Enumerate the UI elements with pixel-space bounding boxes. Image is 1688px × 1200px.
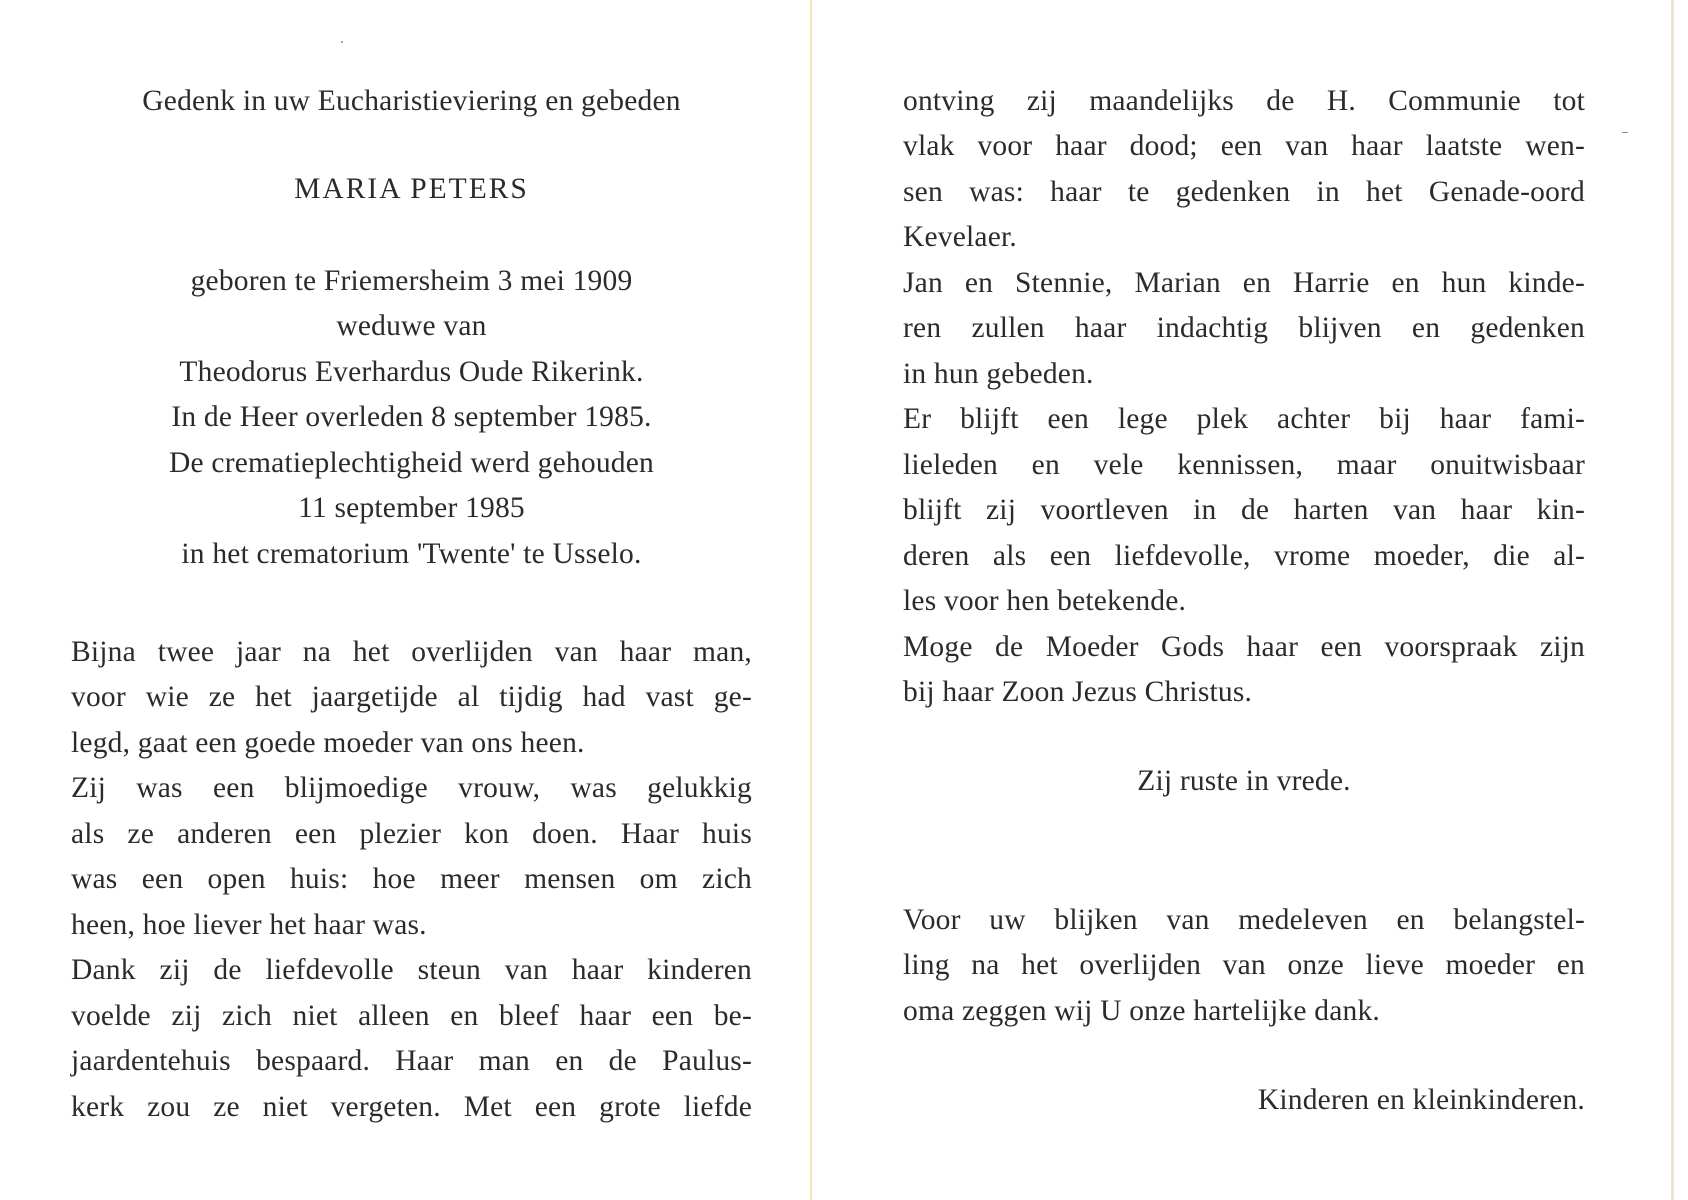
body-line: als ze anderen een plezier kon doen. Haar huis xyxy=(71,818,752,850)
body-line: voor wie ze het jaargetijde al tijdig had vast ge- xyxy=(71,681,752,713)
rest-in-peace: Zij ruste in vrede. xyxy=(1137,765,1351,797)
detail-line: weduwe van xyxy=(336,310,487,342)
body-line: Dank zij de liefdevolle steun van haar kinderen xyxy=(71,954,752,986)
thanks-line: Voor uw blijken van medeleven en belangstel- xyxy=(903,904,1585,936)
card-edge xyxy=(1671,0,1674,1200)
body-line: Bijna twee jaar na het overlijden van haar man, xyxy=(71,636,752,668)
detail-line: De crematieplechtigheid werd gehouden xyxy=(169,447,654,479)
body-line: Zij was een blijmoedige vrouw, was gelukkig xyxy=(71,772,752,804)
body-line: deren als een liefdevolle, vrome moeder, die al- xyxy=(903,540,1585,572)
body-line: heen, hoe liever het haar was. xyxy=(71,909,427,941)
body-line: les voor hen betekende. xyxy=(903,585,1187,617)
body-line: legd, gaat een goede moeder van ons heen. xyxy=(71,727,585,759)
thanks-line: ling na het overlijden van onze lieve moeder en xyxy=(903,949,1585,981)
thanks-line: oma zeggen wij U onze hartelijke dank. xyxy=(903,995,1380,1027)
detail-line: in het crematorium 'Twente' te Usselo. xyxy=(181,538,642,570)
body-line: ren zullen haar indachtig blijven en gedenken xyxy=(903,312,1585,344)
body-line: kerk zou ze niet vergeten. Met een grote liefde xyxy=(71,1091,752,1123)
body-line: bij haar Zoon Jezus Christus. xyxy=(903,676,1253,708)
body-line: in hun gebeden. xyxy=(903,358,1094,390)
body-line: Moge de Moeder Gods haar een voorspraak zijn xyxy=(903,631,1585,663)
body-line: Er blijft een lege plek achter bij haar fami- xyxy=(903,403,1585,435)
signature: Kinderen en kleinkinderen. xyxy=(1257,1084,1585,1116)
detail-line: 11 september 1985 xyxy=(298,492,525,524)
body-line: lieleden en vele kennissen, maar onuitwisbaar xyxy=(903,449,1585,481)
detail-line: Theodorus Everhardus Oude Rikerink. xyxy=(179,356,644,388)
body-line: was een open huis: hoe meer mensen om zich xyxy=(71,863,752,895)
body-line: vlak voor haar dood; een van haar laatste wen- xyxy=(903,130,1585,162)
body-line: sen was: haar te gedenken in het Genade-oord xyxy=(903,176,1585,208)
body-line: voelde zij zich niet alleen en bleef haar een be- xyxy=(71,1000,752,1032)
deceased-name: MARIA PETERS xyxy=(294,173,529,205)
body-line: Kevelaer. xyxy=(903,221,1017,253)
prayer-header: Gedenk in uw Eucharistieviering en gebeden xyxy=(142,85,681,117)
body-line: blijft zij voortleven in de harten van haar kin- xyxy=(903,494,1585,526)
detail-line: In de Heer overleden 8 september 1985. xyxy=(171,401,652,433)
detail-line: geboren te Friemersheim 3 mei 1909 xyxy=(190,265,633,297)
card-fold-line xyxy=(810,0,812,1200)
scan-speck xyxy=(341,41,343,43)
body-line: Jan en Stennie, Marian en Harrie en hun kinde- xyxy=(903,267,1585,299)
body-line: ontving zij maandelijks de H. Communie tot xyxy=(903,85,1585,117)
body-line: jaardentehuis bespaard. Haar man en de Paulus- xyxy=(71,1045,752,1077)
scan-speck xyxy=(1622,132,1628,133)
